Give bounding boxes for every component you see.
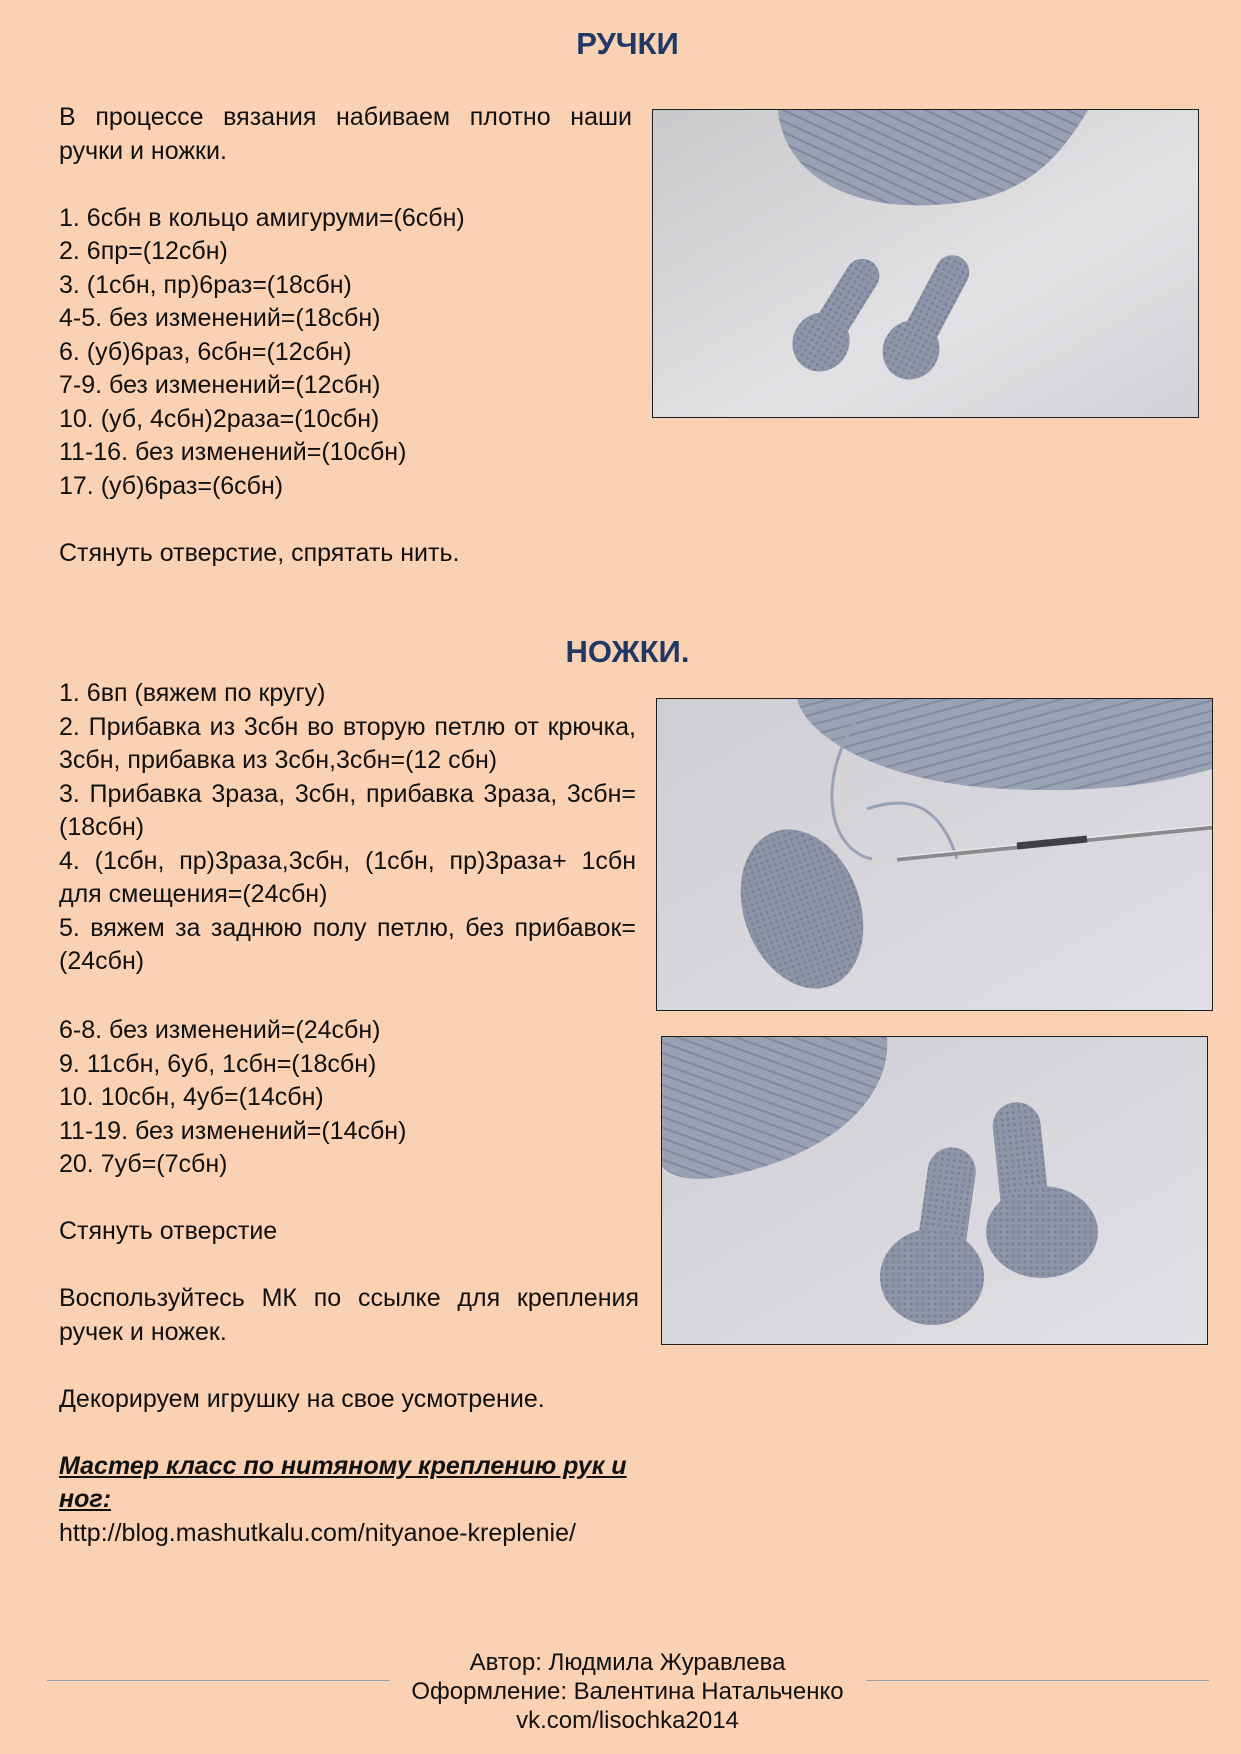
arms-step: 2. 6пр=(12сбн) <box>59 237 228 265</box>
decor-note: Декорируем игрушку на свое усмотрение. <box>59 1384 545 1413</box>
crocheted-arms-photo <box>652 109 1199 418</box>
arms-step: 11-16. без изменений=(10сбн) <box>59 438 407 466</box>
footer-author: Автор: Людмила Журавлева <box>469 1649 786 1676</box>
legs-step: 3. Прибавка 3раза, 3сбн, прибавка 3раза, 3сбн=(18сбн) <box>59 779 636 841</box>
legs-step: 20. 7уб=(7сбн) <box>59 1150 228 1178</box>
legs-step: 4. (1сбн, пр)3раза,3сбн, (1сбн, пр)3раза+ 1сбн для смещения=(24сбн) <box>59 846 636 908</box>
crocheted-legs-photo <box>661 1036 1208 1345</box>
arms-closing: Стянуть отверстие, спрятать нить. <box>59 538 460 567</box>
attach-note: Воспользуйтесь МК по ссылке для крепления ручек и ножек. <box>59 1284 639 1346</box>
arms-intro: В процессе вязания набиваем плотно наши ручки и ножки. <box>59 103 632 165</box>
footer-design: Оформление: Валентина Натальченко <box>411 1678 844 1705</box>
master-class-title: Мастер класс по нитяному креплению рук и ног: <box>59 1451 627 1513</box>
legs-step: 9. 11сбн, 6уб, 1сбн=(18сбн) <box>59 1049 377 1078</box>
master-class-link[interactable]: http://blog.mashutkalu.com/nityanoe-kreplenie/ <box>59 1518 576 1547</box>
arms-step: 7-9. без изменений=(12сбн) <box>59 371 381 399</box>
arms-step: 6. (уб)6раз, 6сбн=(12сбн) <box>59 337 352 366</box>
legs-step: 11-19. без изменений=(14сбн) <box>59 1116 407 1145</box>
arms-step: 10. (уб, 4сбн)2раза=(10сбн) <box>59 404 380 433</box>
arms-step: 3. (1сбн, пр)6раз=(18сбн) <box>59 270 352 299</box>
arms-heading: РУЧКИ <box>576 26 679 61</box>
legs-step: 10. 10сбн, 4уб=(14сбн) <box>59 1083 324 1111</box>
legs-step: 1. 6вп (вяжем по кругу) <box>59 679 326 707</box>
legs-text <box>59 1014 639 1550</box>
legs-step: 6-8. без изменений=(24сбн) <box>59 1016 381 1044</box>
legs-closing: Стянуть отверстие <box>59 1217 278 1245</box>
footer-link[interactable]: vk.com/lisochka2014 <box>516 1707 739 1734</box>
legs-steps <box>59 677 636 979</box>
legs-heading: НОЖКИ. <box>565 634 690 669</box>
legs-step: 5. вяжем за заднюю полу петлю, без прибавок=(24сбн) <box>59 913 636 975</box>
footer <box>0 1648 1241 1735</box>
arms-text <box>59 101 632 570</box>
arms-step: 1. 6сбн в кольцо амигуруми=(6сбн) <box>59 203 465 232</box>
arms-step: 17. (уб)6раз=(6сбн) <box>59 471 284 500</box>
crochet-hook-foot-photo <box>656 698 1213 1011</box>
legs-step: 2. Прибавка из 3сбн во вторую петлю от крючка, 3сбн, прибавка из 3сбн,3сбн=(12 сбн) <box>59 712 636 774</box>
arms-step: 4-5. без изменений=(18сбн) <box>59 304 381 332</box>
